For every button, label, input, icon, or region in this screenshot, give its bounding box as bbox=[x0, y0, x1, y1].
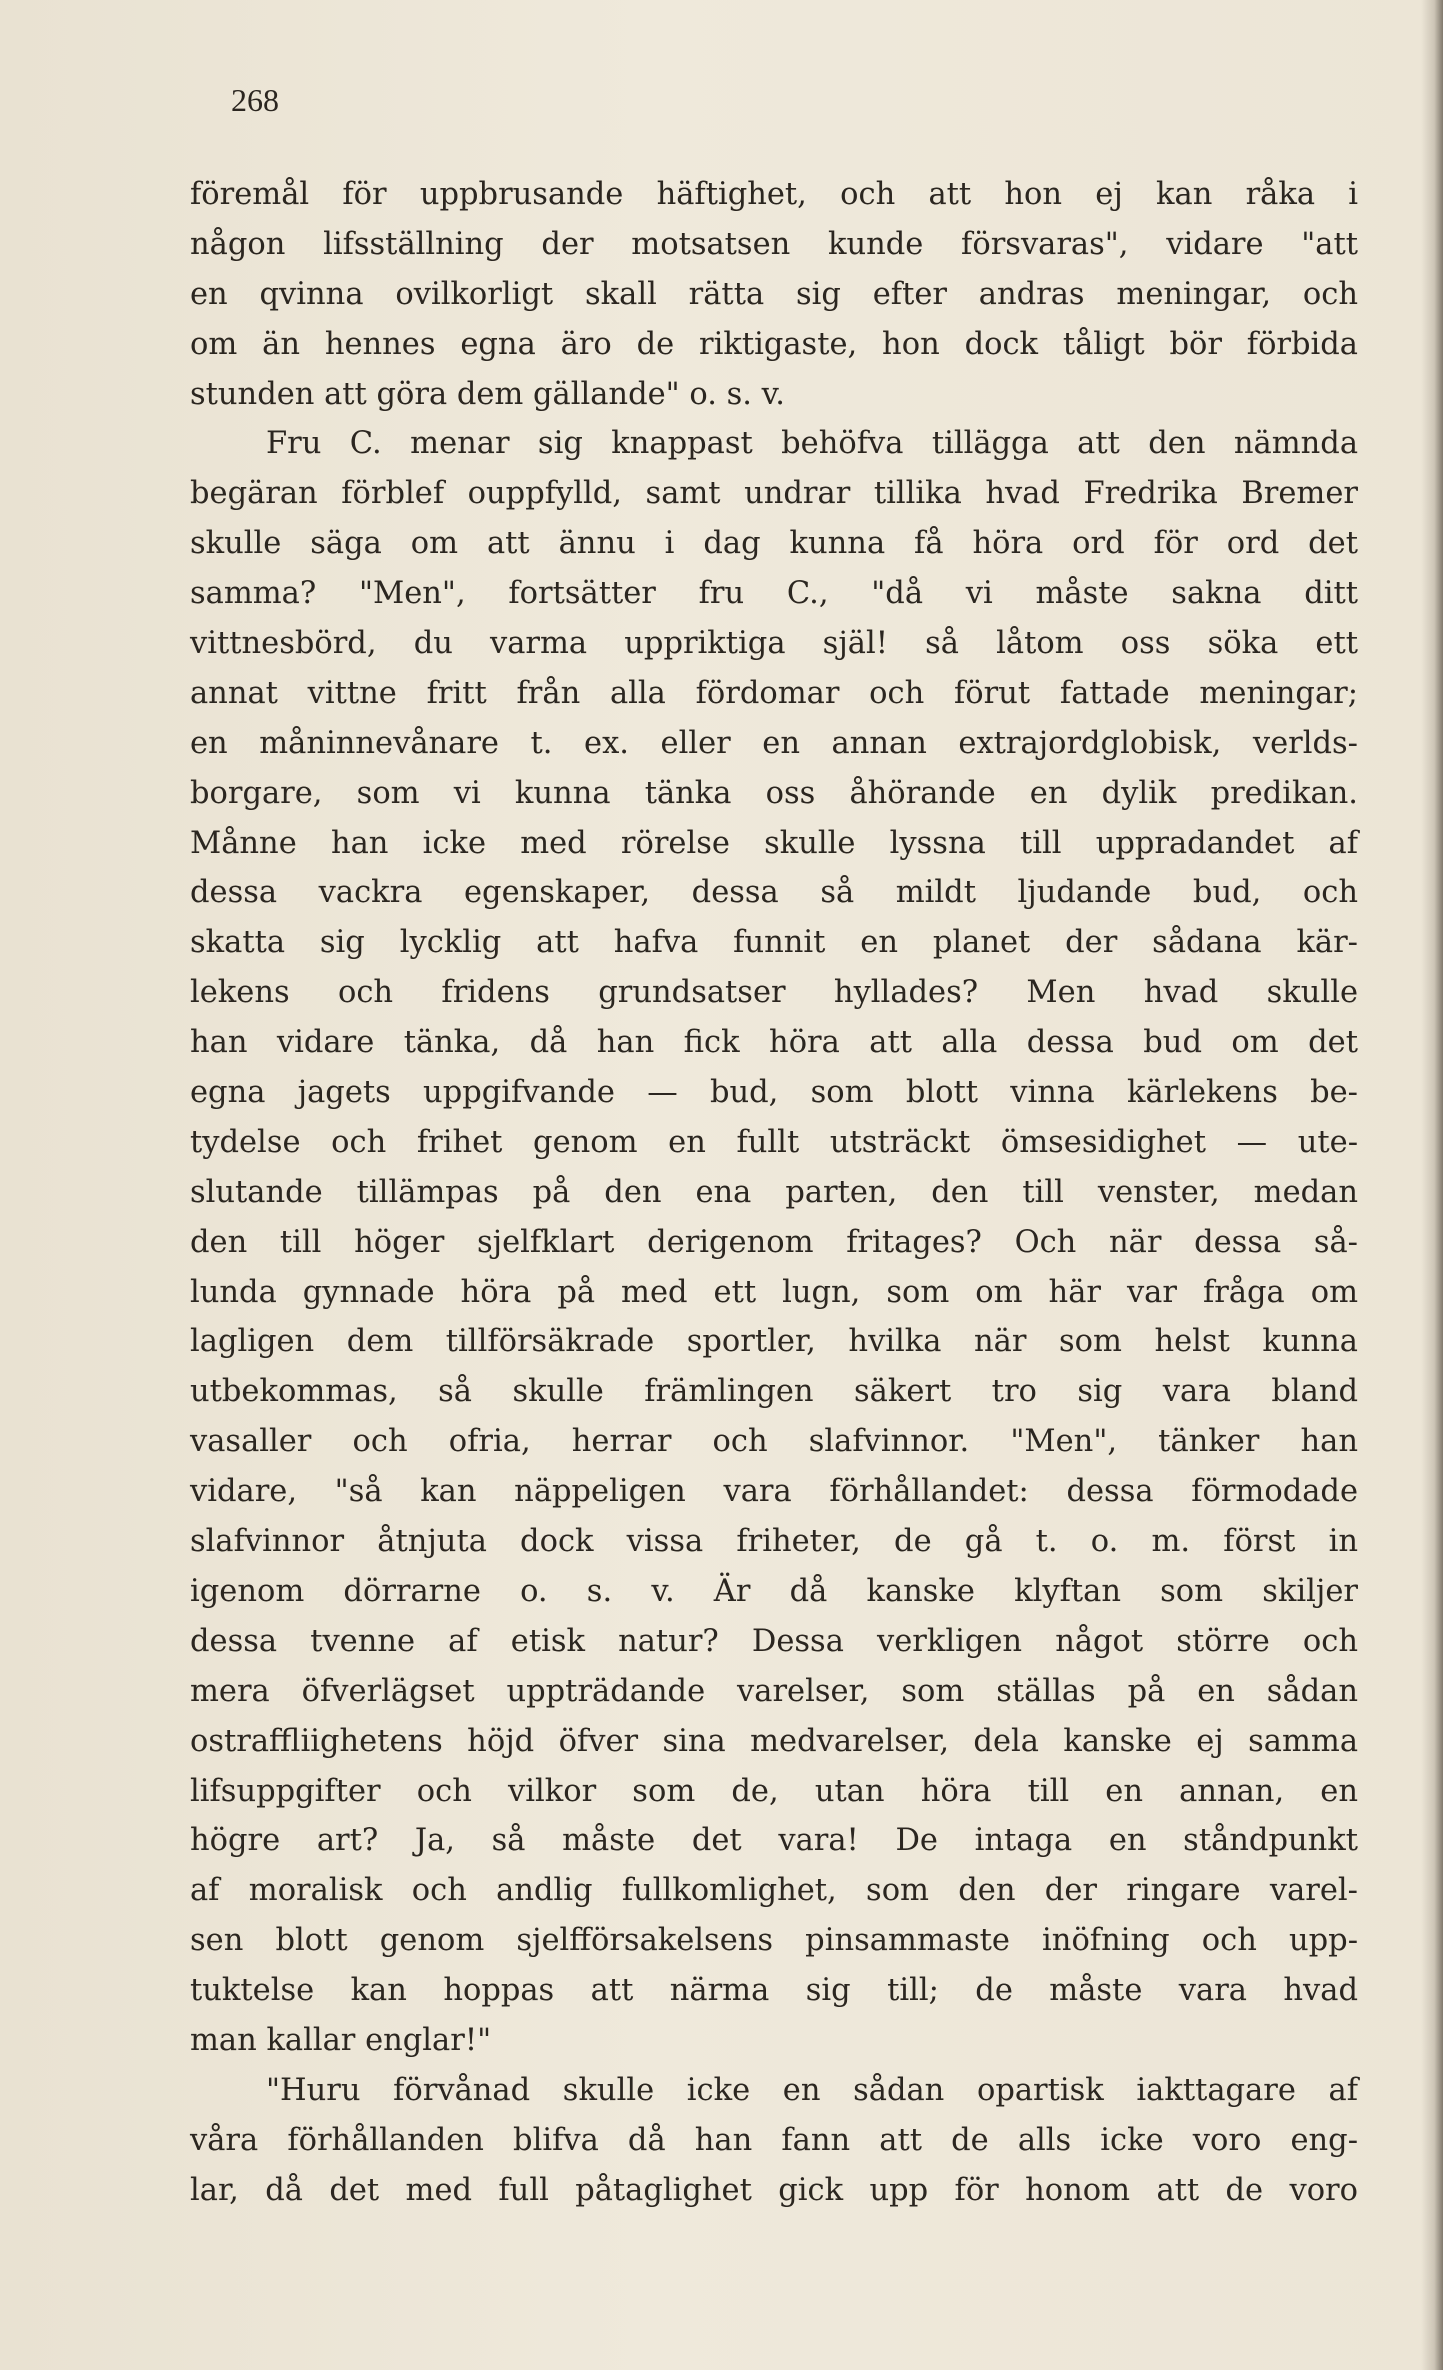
text-line: af moralisk och andlig fullkomlighet, som den der ringare varel- bbox=[190, 1873, 1358, 1909]
text-line: våra förhållanden blifva då han fann att de alls icke voro eng- bbox=[190, 2122, 1358, 2158]
text-line: utbekommas, så skulle främlingen säkert tro sig vara bland bbox=[190, 1374, 1358, 1410]
text-line: lar, då det med full påtaglighet gick upp för honom att de voro bbox=[190, 2172, 1358, 2208]
text-line: om än hennes egna äro de riktigaste, hon dock tåligt bör förbida bbox=[190, 326, 1358, 362]
body-text bbox=[190, 170, 1358, 2216]
text-line: vasaller och ofria, herrar och slafvinnor. "Men", tänker han bbox=[190, 1424, 1358, 1460]
text-line: tydelse och frihet genom en fullt utsträckt ömsesidighet — ute- bbox=[190, 1124, 1358, 1160]
text-line: borgare, som vi kunna tänka oss åhörande en dylik predikan. bbox=[190, 775, 1358, 811]
text-line: han vidare tänka, då han fick höra att alla dessa bud om det bbox=[190, 1025, 1358, 1061]
page-edge-shadow bbox=[1421, 0, 1443, 2370]
text-line: lekens och fridens grundsatser hyllades? Men hvad skulle bbox=[190, 975, 1358, 1011]
text-line: den till höger sjelfklart derigenom fritages? Och när dessa så- bbox=[190, 1224, 1358, 1260]
text-line: lifsuppgifter och vilkor som de, utan höra till en annan, en bbox=[190, 1773, 1358, 1809]
text-line: annat vittne fritt från alla fördomar och förut fattade meningar; bbox=[190, 675, 1358, 711]
text-line: man kallar englar!" bbox=[190, 2022, 492, 2058]
text-line: skulle säga om att ännu i dag kunna få höra ord för ord det bbox=[190, 526, 1358, 562]
text-line: Månne han icke med rörelse skulle lyssna till uppradandet af bbox=[190, 825, 1358, 861]
text-line: samma? "Men", fortsätter fru C., "då vi måste sakna ditt bbox=[190, 576, 1358, 612]
text-line: vittnesbörd, du varma uppriktiga själ! så låtom oss söka ett bbox=[190, 626, 1358, 662]
text-line: stunden att göra dem gällande" o. s. v. bbox=[190, 376, 785, 412]
page-number: 268 bbox=[231, 82, 279, 118]
text-line: föremål för uppbrusande häftighet, och att hon ej kan råka i bbox=[190, 177, 1358, 212]
text-line: "Huru förvånad skulle icke en sådan opartisk iakttagare af bbox=[266, 2072, 1358, 2108]
text-line: igenom dörrarne o. s. v. Är då kanske klyftan som skiljer bbox=[190, 1573, 1358, 1609]
text-line: någon lifsställning der motsatsen kunde försvaras", vidare "att bbox=[190, 226, 1358, 262]
text-line: ostraffliighetens höjd öfver sina medvarelser, dela kanske ej samma bbox=[190, 1723, 1358, 1759]
text-line: lagligen dem tillförsäkrade sportler, hvilka när som helst kunna bbox=[190, 1324, 1358, 1360]
text-line: Fru C. menar sig knappast behöfva tillägga att den nämnda bbox=[266, 426, 1358, 462]
text-line: sen blott genom sjelfförsakelsens pinsammaste inöfning och upp- bbox=[190, 1923, 1358, 1959]
text-line: tuktelse kan hoppas att närma sig till; de måste vara hvad bbox=[190, 1973, 1358, 2009]
text-line: mera öfverlägset uppträdande varelser, som ställas på en sådan bbox=[190, 1673, 1358, 1709]
text-line: slafvinnor åtnjuta dock vissa friheter, de gå t. o. m. först in bbox=[190, 1524, 1358, 1560]
text-line: slutande tillämpas på den ena parten, den till venster, medan bbox=[190, 1174, 1358, 1210]
text-line: skatta sig lycklig att hafva funnit en planet der sådana kär- bbox=[190, 925, 1358, 961]
text-line: en qvinna ovilkorligt skall rätta sig efter andras meningar, och bbox=[190, 276, 1358, 312]
text-line: högre art? Ja, så måste det vara! De intaga en ståndpunkt bbox=[190, 1823, 1358, 1859]
text-line: dessa tvenne af etisk natur? Dessa verkligen något större och bbox=[190, 1623, 1358, 1659]
text-line: begäran förblef ouppfylld, samt undrar tillika hvad Fredrika Bremer bbox=[190, 476, 1358, 512]
text-line: dessa vackra egenskaper, dessa så mildt ljudande bud, och bbox=[190, 875, 1358, 911]
text-line: egna jagets uppgifvande — bud, som blott vinna kärlekens be- bbox=[190, 1075, 1358, 1111]
text-line: vidare, "så kan näppeligen vara förhållandet: dessa förmodade bbox=[190, 1474, 1358, 1510]
text-line: lunda gynnade höra på med ett lugn, som om här var fråga om bbox=[190, 1274, 1358, 1310]
text-line: en måninnevånare t. ex. eller en annan extrajordglobisk, verlds- bbox=[190, 725, 1358, 761]
